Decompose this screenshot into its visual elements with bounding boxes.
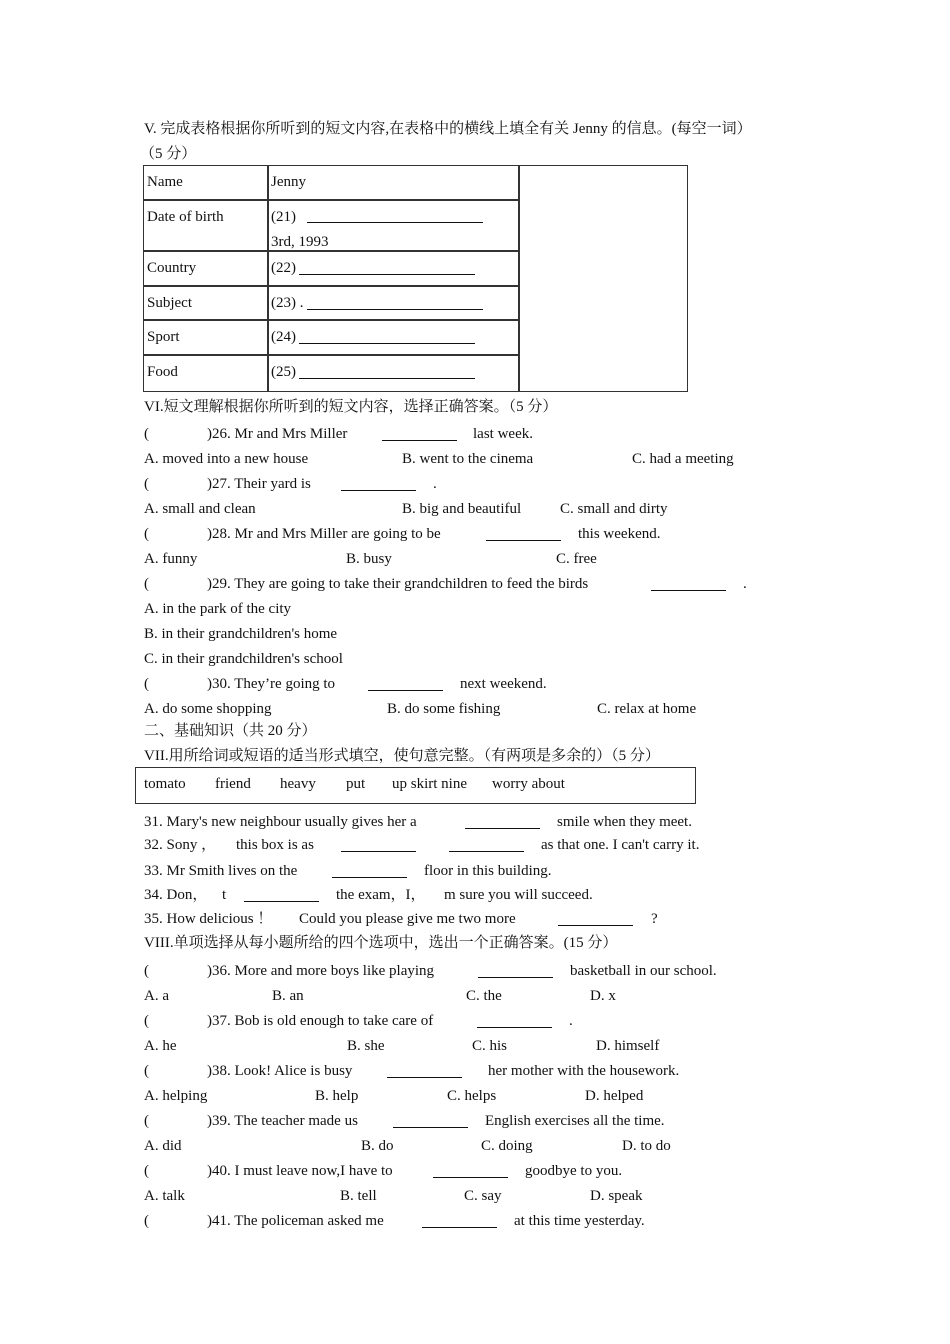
blank-24[interactable] [299, 329, 475, 344]
word: friend [215, 776, 251, 792]
blank-25[interactable] [299, 364, 475, 379]
table-divider [143, 354, 519, 356]
question-text: . [433, 476, 437, 492]
question-40: )40. I must leave now,I have to [207, 1163, 393, 1179]
option-d: D. to do [622, 1138, 671, 1154]
answer-paren: ( [144, 1013, 149, 1029]
word: put [346, 776, 366, 792]
option-a: A. a [144, 988, 169, 1004]
answer-paren: ( [144, 676, 149, 692]
blank[interactable] [651, 576, 726, 591]
option-a: A. talk [144, 1188, 185, 1204]
row-value: (23) . [271, 295, 304, 311]
row-value: (21) [271, 209, 296, 225]
option-c: C. relax at home [597, 701, 697, 717]
question-text: ? [651, 911, 658, 927]
question-39: )39. The teacher made us [207, 1113, 358, 1129]
option-a: A. he [144, 1038, 177, 1054]
option-b: B. do [361, 1138, 394, 1154]
option-b: B. in their grandchildren's home [144, 626, 338, 642]
blank[interactable] [433, 1163, 508, 1178]
blank[interactable] [387, 1063, 462, 1078]
section7-title: VII.用所给词或短语的适当形式填空，使句意完整。（有两项是多余的）（5 分） [144, 748, 660, 764]
option-c: C. helps [447, 1088, 497, 1104]
blank[interactable] [558, 911, 633, 926]
option-b: B. big and beautiful [402, 501, 522, 517]
option-c: C. in their grandchildren's school [144, 651, 343, 667]
question-text: this box is as [236, 837, 314, 853]
row-label: Country [147, 260, 197, 276]
question-text: English exercises all the time. [485, 1113, 665, 1129]
blank[interactable] [486, 526, 561, 541]
section8-title: VIII.单项选择从每小题所给的四个选项中，选出一个正确答案。(15 分） [144, 935, 618, 951]
option-b: B. an [272, 988, 304, 1004]
question-28: )28. Mr and Mrs Miller are going to be [207, 526, 441, 542]
question-text: floor in this building. [424, 863, 552, 879]
question-29: )29. They are going to take their grandchildren to feed the birds [207, 576, 589, 592]
word: worry about [492, 776, 565, 792]
question-text: last week. [473, 426, 533, 442]
row-label: Subject [147, 295, 192, 311]
question-text: basketball in our school. [570, 963, 717, 979]
question-text: next weekend. [460, 676, 547, 692]
question-33: 33. Mr Smith lives on the [144, 863, 298, 879]
question-text: . [569, 1013, 573, 1029]
question-31: 31. Mary's new neighbour usually gives her a [144, 814, 417, 830]
row-value: Jenny [271, 174, 306, 190]
row-value-extra: 3rd, 1993 [271, 234, 329, 250]
answer-paren: ( [144, 963, 149, 979]
question-text: m sure you will succeed. [444, 887, 593, 903]
question-text: this weekend. [578, 526, 661, 542]
word: heavy [280, 776, 316, 792]
question-text: smile when they meet. [557, 814, 692, 830]
blank[interactable] [382, 426, 457, 441]
answer-paren: ( [144, 1163, 149, 1179]
question-38: )38. Look! Alice is busy [207, 1063, 353, 1079]
answer-paren: ( [144, 1113, 149, 1129]
blank-21[interactable] [307, 208, 483, 223]
table-divider [143, 319, 519, 321]
option-d: D. x [590, 988, 616, 1004]
part-2-title: 二、基础知识（共 20 分） [144, 723, 317, 739]
question-text: Could you please give me two more [299, 911, 516, 927]
blank[interactable] [422, 1213, 497, 1228]
question-32: 32. Sony ， [144, 837, 217, 853]
question-text: goodbye to you. [525, 1163, 623, 1179]
option-b: B. went to the cinema [402, 451, 534, 467]
option-c: C. had a meeting [632, 451, 734, 467]
question-41: )41. The policeman asked me [207, 1213, 384, 1229]
question-36: )36. More and more boys like playing [207, 963, 435, 979]
question-text: t [222, 887, 227, 903]
question-34: 34. Don， [144, 887, 208, 903]
blank[interactable] [478, 963, 553, 978]
option-c: C. his [472, 1038, 508, 1054]
row-value: (22) [271, 260, 296, 276]
blank[interactable] [368, 676, 443, 691]
question-text: the exam，I， [336, 887, 426, 903]
question-37: )37. Bob is old enough to take care of [207, 1013, 434, 1029]
question-text: her mother with the housework. [488, 1063, 680, 1079]
option-c: C. the [466, 988, 502, 1004]
table-divider [143, 250, 519, 252]
option-b: B. tell [340, 1188, 377, 1204]
question-35: 35. How delicious ！ [144, 911, 273, 927]
option-b: B. do some fishing [387, 701, 501, 717]
word: up skirt nine [392, 776, 467, 792]
option-a: A. did [144, 1138, 182, 1154]
option-c: C. doing [481, 1138, 533, 1154]
table-divider [143, 285, 519, 287]
option-c: C. say [464, 1188, 502, 1204]
blank[interactable] [477, 1013, 552, 1028]
question-text: at this time yesterday. [514, 1213, 645, 1229]
blank[interactable] [341, 837, 416, 852]
answer-paren: ( [144, 426, 149, 442]
answer-paren: ( [144, 526, 149, 542]
row-value: (24) [271, 329, 296, 345]
option-c: C. free [556, 551, 597, 567]
blank-22[interactable] [299, 260, 475, 275]
option-d: D. speak [590, 1188, 643, 1204]
row-label: Food [147, 364, 178, 380]
answer-paren: ( [144, 1213, 149, 1229]
option-b: B. she [347, 1038, 385, 1054]
option-c: C. small and dirty [560, 501, 668, 517]
blank[interactable] [341, 476, 416, 491]
option-d: D. himself [596, 1038, 660, 1054]
section5-score: （5 分） [140, 146, 197, 162]
row-label: Sport [147, 329, 180, 345]
option-b: B. busy [346, 551, 392, 567]
option-a: A. funny [144, 551, 198, 567]
blank-23[interactable] [307, 295, 483, 310]
option-a: A. moved into a new house [144, 451, 309, 467]
option-a: A. do some shopping [144, 701, 272, 717]
row-label: Name [147, 174, 183, 190]
question-30: )30. They’re going to [207, 676, 336, 692]
section5-title: V. 完成表格根据你所听到的短文内容,在表格中的横线上填全有关 Jenny 的信息。(每空一词） [144, 121, 752, 137]
question-27: )27. Their yard is [207, 476, 311, 492]
blank[interactable] [465, 814, 540, 829]
answer-paren: ( [144, 476, 149, 492]
word: tomato [144, 776, 186, 792]
question-text: as that one. I can't carry it. [541, 837, 700, 853]
option-a: A. small and clean [144, 501, 256, 517]
option-a: A. in the park of the city [144, 601, 292, 617]
blank[interactable] [393, 1113, 468, 1128]
table-divider [143, 199, 519, 201]
row-label: Date of birth [147, 209, 224, 225]
blank[interactable] [332, 863, 407, 878]
option-b: B. help [315, 1088, 359, 1104]
answer-paren: ( [144, 1063, 149, 1079]
row-value: (25) [271, 364, 296, 380]
option-a: A. helping [144, 1088, 208, 1104]
option-d: D. helped [585, 1088, 644, 1104]
question-text: . [743, 576, 747, 592]
blank[interactable] [244, 887, 319, 902]
question-26: )26. Mr and Mrs Miller [207, 426, 348, 442]
section6-title: VI.短文理解根据你所听到的短文内容，选择正确答案。（5 分） [144, 399, 558, 415]
blank[interactable] [449, 837, 524, 852]
answer-paren: ( [144, 576, 149, 592]
